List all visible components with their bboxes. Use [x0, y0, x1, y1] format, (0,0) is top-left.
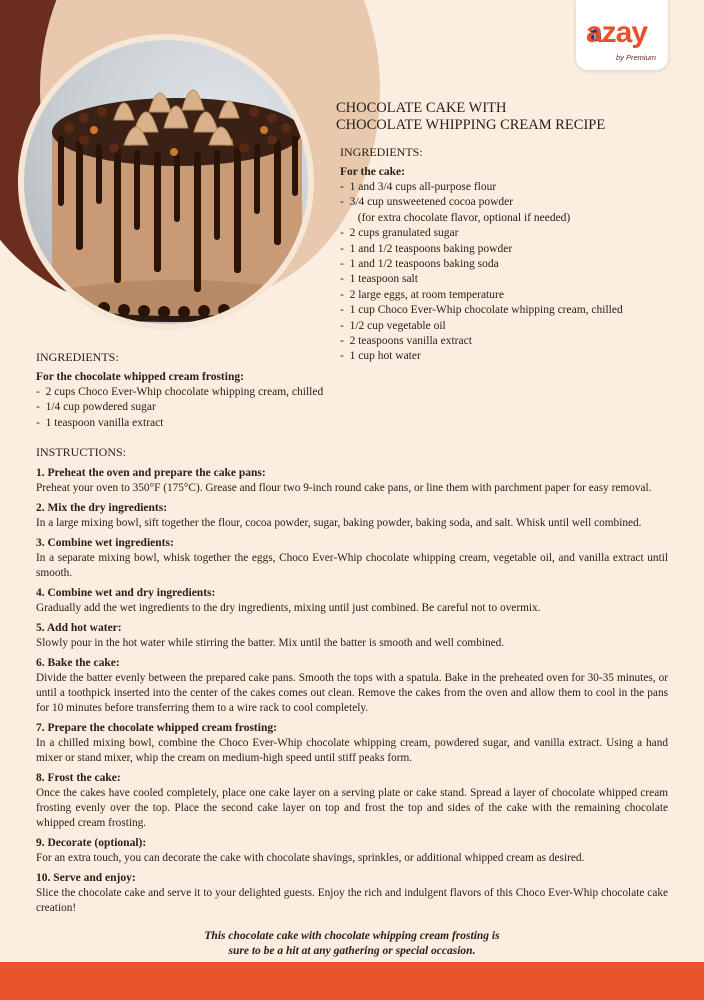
cocoa-note: (for extra chocolate flavor, optional if needed) — [357, 211, 571, 224]
instruction-step — [36, 836, 668, 866]
list-item: - 1 teaspoon vanilla extract — [36, 416, 164, 429]
list-item: - 1/2 cup vegetable oil — [340, 319, 446, 332]
instruction-step — [36, 771, 668, 831]
step-title: 7. Prepare the chocolate whipped cream frosting: — [36, 722, 277, 734]
frosting-ingredients-list — [36, 385, 676, 431]
logo-tagline: by Premium — [616, 53, 657, 62]
instruction-step — [36, 871, 668, 916]
recipe-title — [336, 100, 676, 134]
instruction-step — [36, 621, 668, 651]
step-body: In a chilled mixing bowl, combine the Choco Ever-Whip chocolate whipping cream, powdered sugar, and vanilla extract. Using a hand mixer or stand mixer, whip the cream on medium-high speed until stiff peaks form. — [36, 737, 668, 764]
instruction-step — [36, 466, 668, 496]
list-item: - 1 and 3/4 cups all-purpose flour — [340, 181, 497, 193]
step-title: 8. Frost the cake: — [36, 772, 121, 784]
cake-ingredients-subheading: For the cake: — [340, 166, 405, 178]
list-item: - 2 large eggs, at room temperature — [340, 288, 504, 301]
instructions-heading: INSTRUCTIONS: — [36, 445, 127, 459]
step-title: 1. Preheat the oven and prepare the cake pans: — [36, 467, 266, 479]
cake-ingredients-heading: INGREDIENTS: — [340, 145, 423, 159]
step-body: Gradually add the wet ingredients to the dry ingredients, mixing until just combined. Be careful not to overmix. — [36, 602, 541, 614]
list-item: - 3/4 cup unsweetened cocoa powder — [340, 196, 514, 209]
list-item: - 1 and 1/2 teaspoons baking powder — [340, 242, 513, 255]
step-body: For an extra touch, you can decorate the cake with chocolate shavings, sprinkles, or additional whipped cream as desired. — [36, 852, 585, 864]
frosting-ingredients-subheading: For the chocolate whipped cream frosting: — [36, 371, 244, 383]
step-title: 5. Add hot water: — [36, 622, 122, 634]
frosting-ingredients — [36, 350, 676, 431]
footer-bar — [0, 962, 704, 1000]
list-item: - 2 cups granulated sugar — [340, 227, 459, 240]
brand-logo — [576, 0, 668, 70]
step-title: 10. Serve and enjoy: — [36, 872, 136, 884]
recipe-title-line-2: CHOCOLATE WHIPPING CREAM RECIPE — [336, 117, 606, 133]
step-title: 6. Bake the cake: — [36, 657, 120, 669]
instruction-step — [36, 586, 668, 616]
step-body: In a large mixing bowl, sift together the flour, cocoa powder, sugar, baking powder, baking soda, and salt. Whisk until well combined. — [36, 517, 642, 529]
instructions — [36, 445, 668, 921]
list-item: - 2 teaspoons vanilla extract — [340, 335, 472, 348]
step-body: Divide the batter evenly between the prepared cake pans. Smooth the tops with a spatula. Bake in the preheated oven for 30-35 minutes, or until a toothpick inserted into the center of the cakes comes out clean. Remove the cakes from the oven and allow them to cool in the pans for 10 minutes before transferring them to a wire rack to cool completely. — [36, 672, 668, 714]
logo-wordmark: azay — [586, 16, 648, 49]
step-body: Slice the chocolate cake and serve it to your delighted guests. Enjoy the rich and indulgent flavors of this Choco Ever-Whip chocolate cake creation! — [36, 887, 668, 914]
instruction-step — [36, 656, 668, 716]
step-title: 3. Combine wet ingredients: — [36, 537, 174, 549]
list-item: - 1 cup Choco Ever-Whip chocolate whipping cream, chilled — [340, 304, 623, 317]
step-title: 4. Combine wet and dry ingredients: — [36, 587, 216, 599]
list-item: - 1 and 1/2 teaspoons baking soda — [340, 258, 499, 271]
step-title: 9. Decorate (optional): — [36, 837, 147, 849]
cake-illustration — [24, 40, 308, 324]
closing-note — [160, 929, 544, 959]
frosting-ingredients-heading: INGREDIENTS: — [36, 350, 119, 364]
step-body: Preheat your oven to 350°F (175°C). Grease and flour two 9-inch round cake pans, or line them with parchment paper for easy removal. — [36, 482, 652, 494]
list-item: - 1 cup hot water — [340, 350, 421, 363]
instruction-step — [36, 536, 668, 581]
closing-line-2: sure to be a hit at any gathering or special occasion. — [228, 945, 476, 957]
list-item: - 1/4 cup powdered sugar — [36, 401, 156, 414]
recipe-title-line-1: CHOCOLATE CAKE WITH — [336, 100, 507, 116]
list-item: - 1 teaspoon salt — [340, 273, 418, 286]
instruction-step — [36, 501, 668, 531]
instruction-step — [36, 721, 668, 766]
cake-photo — [18, 34, 314, 330]
list-item: - 2 cups Choco Ever-Whip chocolate whipping cream, chilled — [36, 386, 324, 398]
cake-ingredients-list — [340, 180, 690, 365]
closing-line-1: This chocolate cake with chocolate whipping cream frosting is — [204, 930, 500, 942]
cake-ingredients — [340, 145, 690, 365]
step-body: Once the cakes have cooled completely, place one cake layer on a serving plate or cake stand. Spread a layer of chocolate whipped cream frosting evenly over the top. Place the second cake layer on top and frost the top and sides of the cake with the remaining chocolate whipped cream frosting. — [36, 787, 668, 829]
step-body: Slowly pour in the hot water while stirring the batter. Mix until the batter is smooth and well combined. — [36, 637, 505, 649]
step-body: In a separate mixing bowl, whisk together the eggs, Choco Ever-Whip chocolate whipping cream, vegetable oil, and vanilla extract until smooth. — [36, 552, 668, 579]
step-title: 2. Mix the dry ingredients: — [36, 502, 168, 514]
